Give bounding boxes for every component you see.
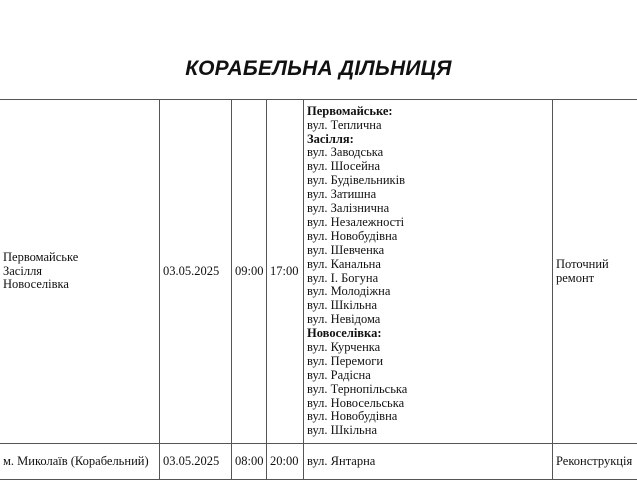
time-to-cell: 20:00 [267, 444, 304, 480]
streets-cell: вул. Янтарна [304, 444, 553, 480]
street-item: вул. Тернопільська [307, 383, 549, 397]
town-heading: Засілля: [307, 133, 549, 147]
street-item: вул. Канальна [307, 258, 549, 272]
town-heading: Первомайське: [307, 105, 549, 119]
street-item: вул. Шосейна [307, 160, 549, 174]
street-item: вул. Теплична [307, 119, 549, 133]
work-type-line: Поточний [556, 258, 636, 272]
table-row [0, 100, 637, 444]
work-type-cell [553, 100, 637, 444]
streets-cell [304, 100, 553, 444]
street-item: вул. Новобудівна [307, 410, 549, 424]
settlement-name: Первомайське [3, 251, 156, 265]
street-item: вул. Радісна [307, 369, 549, 383]
street-item: вул. Курченка [307, 341, 549, 355]
work-type-cell: Реконструкція [553, 444, 637, 480]
table-row [0, 444, 637, 480]
town-heading: Новоселівка: [307, 327, 549, 341]
street-item: вул. Заводська [307, 146, 549, 160]
street-item: вул. Шкільна [307, 299, 549, 313]
settlement-name: Новоселівка [3, 278, 156, 292]
street-item: вул. Перемоги [307, 355, 549, 369]
street-item: вул. Молодіжна [307, 285, 549, 299]
outage-table [0, 99, 637, 480]
time-to-cell: 17:00 [267, 100, 304, 444]
street-item: вул. Невідома [307, 313, 549, 327]
settlements-cell: м. Миколаїв (Корабельний) [0, 444, 160, 480]
street-item: вул. Будівельників [307, 174, 549, 188]
page-title: КОРАБЕЛЬНА ДІЛЬНИЦЯ [0, 57, 637, 81]
street-item: вул. Затишна [307, 188, 549, 202]
street-item: вул. Новобудівна [307, 230, 549, 244]
date-cell: 03.05.2025 [160, 100, 232, 444]
date-cell: 03.05.2025 [160, 444, 232, 480]
work-type-line: ремонт [556, 272, 636, 286]
time-from-cell: 08:00 [232, 444, 267, 480]
street-item: вул. Шкільна [307, 424, 549, 438]
street-item: вул. І. Богуна [307, 272, 549, 286]
settlement-name: Засілля [3, 265, 156, 279]
street-item: вул. Новосельська [307, 397, 549, 411]
street-item: вул. Шевченка [307, 244, 549, 258]
settlements-cell [0, 100, 160, 444]
time-from-cell: 09:00 [232, 100, 267, 444]
street-item: вул. Залізнична [307, 202, 549, 216]
street-item: вул. Незалежності [307, 216, 549, 230]
